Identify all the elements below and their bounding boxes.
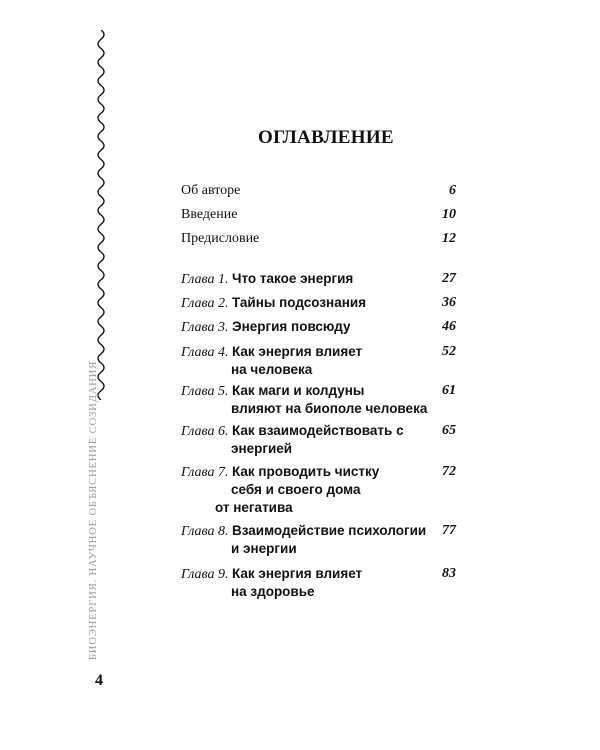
chapter-title: Тайны подсознания bbox=[231, 295, 367, 310]
chapter-page: 27 bbox=[442, 271, 456, 286]
toc-entry-preface[interactable] bbox=[181, 229, 456, 249]
wavy-line-path bbox=[98, 30, 104, 400]
toc-entry-chapter-8[interactable] bbox=[181, 521, 456, 556]
chapter-page: 36 bbox=[442, 295, 456, 310]
chapter-page: 61 bbox=[442, 383, 456, 398]
chapter-label: Глава 3. bbox=[181, 320, 229, 335]
chapter-title-continued: энергией bbox=[231, 441, 293, 456]
chapter-label: Глава 8. bbox=[181, 524, 229, 539]
chapter-title-continued: влияют на биополе человека bbox=[231, 401, 428, 416]
table-of-contents bbox=[181, 0, 456, 750]
chapter-title-continued: от негатива bbox=[215, 500, 293, 515]
chapter-page: 65 bbox=[442, 423, 456, 438]
toc-entry-chapter-7[interactable] bbox=[181, 462, 456, 515]
chapter-label: Глава 2. bbox=[181, 296, 229, 311]
toc-entry-page: 10 bbox=[442, 207, 456, 222]
running-head-vertical: БИОЭНЕРГИЯ. НАУЧНОЕ ОБЪЯСНЕНИЕ СОЗИДАНИЯ bbox=[88, 360, 99, 660]
chapter-title: Как энергия влияет bbox=[231, 344, 363, 359]
chapter-label: Глава 6. bbox=[181, 424, 229, 439]
toc-entry-chapter-9[interactable] bbox=[181, 564, 456, 599]
toc-entry-chapter-4[interactable] bbox=[181, 342, 456, 377]
chapter-title: Как взаимодействовать с bbox=[231, 423, 404, 438]
chapter-label: Глава 9. bbox=[181, 567, 229, 582]
chapter-title-continued: на здоровье bbox=[231, 584, 315, 599]
chapter-label: Глава 1. bbox=[181, 272, 229, 287]
toc-entry-chapter-1[interactable] bbox=[181, 269, 456, 290]
toc-entry-text: Предисловие bbox=[181, 231, 260, 246]
toc-entry-page: 12 bbox=[442, 231, 456, 246]
chapter-title-continued: и энергии bbox=[231, 541, 297, 556]
toc-entry-about-author[interactable] bbox=[181, 181, 456, 201]
chapter-title: Взаимодействие психологии bbox=[231, 523, 427, 538]
toc-entry-text: Об авторе bbox=[181, 183, 241, 198]
chapter-page: 77 bbox=[442, 523, 456, 538]
toc-entry-introduction[interactable] bbox=[181, 205, 456, 225]
chapter-page: 72 bbox=[442, 464, 456, 479]
page-number: 4 bbox=[95, 672, 103, 689]
chapter-title: Как маги и колдуны bbox=[231, 383, 365, 398]
toc-title: ОГЛАВЛЕНИЕ bbox=[258, 127, 394, 148]
chapter-label: Глава 5. bbox=[181, 384, 229, 399]
toc-entry-text: Введение bbox=[181, 207, 238, 222]
toc-entry-page: 6 bbox=[449, 183, 456, 198]
toc-entry-chapter-3[interactable] bbox=[181, 317, 456, 338]
chapter-label: Глава 4. bbox=[181, 345, 229, 360]
chapter-page: 83 bbox=[442, 566, 456, 581]
chapter-title: Как проводить чистку bbox=[231, 464, 380, 479]
chapter-title-continued: себя и своего дома bbox=[231, 482, 361, 497]
chapter-page: 46 bbox=[442, 319, 456, 334]
toc-entry-chapter-5[interactable] bbox=[181, 381, 456, 416]
chapter-label: Глава 7. bbox=[181, 465, 229, 480]
chapter-title-continued: на человека bbox=[231, 362, 313, 377]
chapter-title: Как энергия влияет bbox=[231, 566, 363, 581]
decorative-wavy-line bbox=[93, 30, 109, 400]
chapter-page: 52 bbox=[442, 344, 456, 359]
chapter-title: Энергия повсюду bbox=[231, 319, 351, 334]
toc-entry-chapter-6[interactable] bbox=[181, 421, 456, 456]
toc-entry-chapter-2[interactable] bbox=[181, 293, 456, 314]
chapter-title: Что такое энергия bbox=[231, 271, 354, 286]
